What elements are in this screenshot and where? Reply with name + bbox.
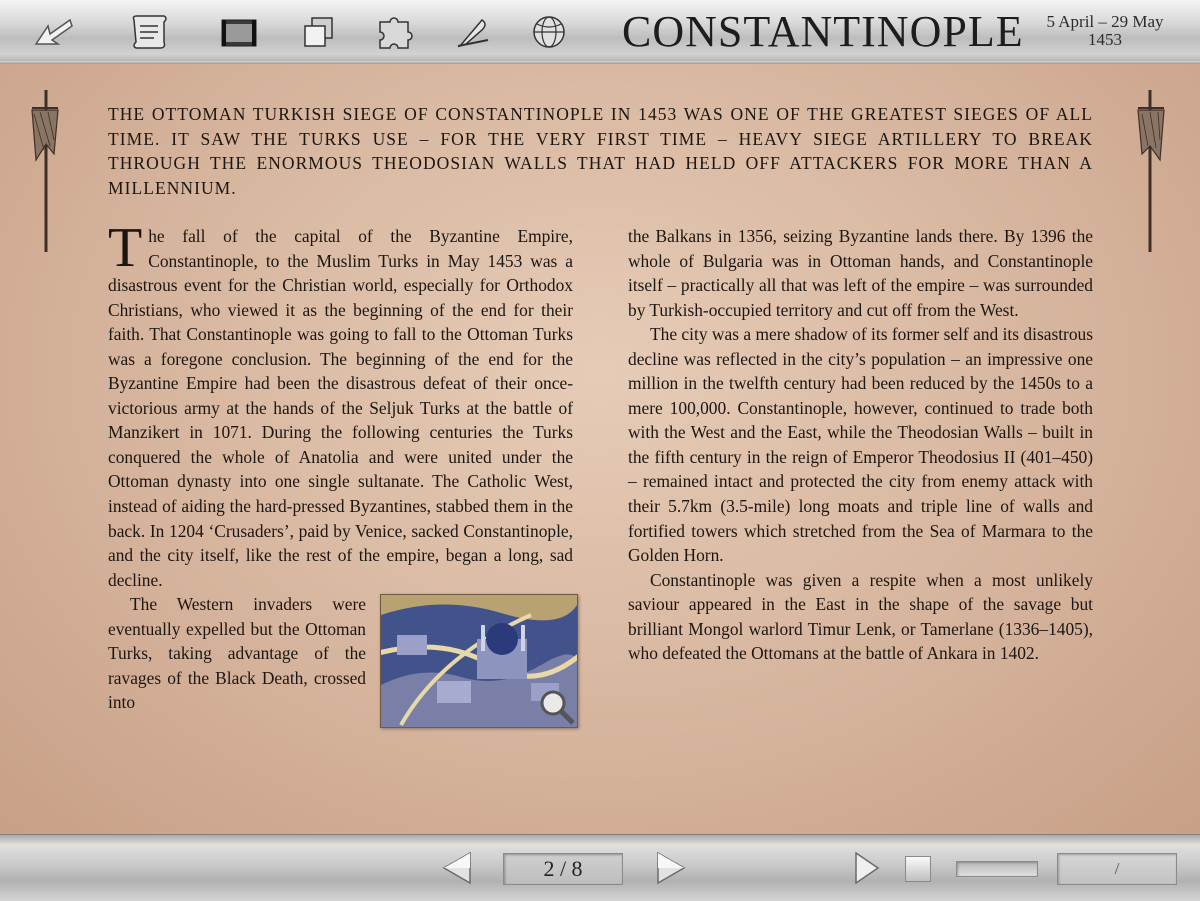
top-toolbar (0, 0, 1200, 65)
date-range-line1: 5 April – 29 May (1046, 12, 1164, 31)
page-title: CONSTANTINOPLE (622, 7, 1024, 56)
bottom-navigation-bar (0, 834, 1200, 901)
back-arrow-icon[interactable] (30, 10, 76, 54)
play-icon[interactable] (852, 851, 882, 885)
scroll-icon[interactable] (126, 10, 172, 54)
city-image-thumbnail[interactable] (380, 594, 578, 728)
page-indicator: 2 / 8 (503, 853, 623, 885)
date-range-line2: 1453 (1088, 30, 1122, 49)
date-range (1030, 13, 1180, 49)
right-paragraph-2: The city was a mere shadow of its former self and its disastrous decline was reflected in the city’s population – an impressive one million in the twelfth century had been reduced by the 1450s to a mere 100,000. Constantinople, however, continued to trade both with the West and the East, while the Theodosian Walls – built in the fifth century in the reign of Emperor Theodosius II (401–450) – remained intact and protected the city from enemy attack with their 5.7km (3.5-mile) long moats and triple line of walls and fortified towers which stretched from the Sea of Marmara to the Golden Horn. (628, 324, 1093, 566)
left-paragraph-2: The Western invaders were eventually expelled but the Ottoman Turks, taking advantage of the ravages of the Black Death, crossed into (108, 594, 366, 713)
drop-cap: T (108, 217, 143, 279)
copy-windows-icon[interactable] (296, 10, 342, 54)
puzzle-icon[interactable] (372, 10, 418, 54)
film-icon[interactable] (216, 10, 262, 54)
quill-icon[interactable] (450, 10, 496, 54)
left-column (108, 217, 573, 728)
right-paragraph-3: Constantinople was given a respite when a most unlikely saviour appeared in the East in the shape of the savage but brilliant Mongol warlord Timur Lenk, or Tamerlane (1336–1405), who defeated the Ottomans at the battle of Ankara in 1402. (628, 569, 1093, 664)
city-map-illustration (381, 595, 577, 727)
next-page-arrow-icon[interactable] (652, 845, 696, 891)
left-banner-decoration (24, 84, 64, 254)
previous-page-arrow-icon[interactable] (432, 845, 476, 891)
audio-progress-slider[interactable] (956, 861, 1038, 877)
article-page (0, 64, 1200, 834)
right-column (628, 224, 1093, 666)
left-paragraph-1: he fall of the capital of the Byzantine Empire, Constantinople, to the Muslim Turks in May 1453 was a disastrous event for the Christian world, especially for Orthodox Christians, who viewed it as the beginning of the end for their faith. That Constantinople was going to fall to the Ottoman Turks was a foregone conclusion. The beginning of the end for the Byzantine Empire had been the disastrous defeat of their once-victorious army at the hands of the Seljuk Turks at the battle of Manzikert in 1071. During the following centuries the Turks conquered the whole of Anatolia and were united under the Ottoman dynasty into one single sultanate. The Catholic West, instead of aiding the hard-pressed Byzantines, stabbed them in the back. In 1204 ‘Crusaders’, paid by Venice, sacked Constantinople, and the city itself, like the rest of the empire, began a long, sad decline. (108, 226, 573, 590)
time-display: / (1057, 853, 1177, 885)
right-paragraph-1: the Balkans in 1356, seizing Byzantine lands there. By 1396 the whole of Bulgaria was in Ottoman hands, and Constantinople itself – practically all that was left of the empire – was surrounded by Turkish-occupied territory and cut off from the West. (628, 226, 1093, 320)
stop-icon[interactable] (905, 856, 931, 882)
intro-summary: THE OTTOMAN TURKISH SIEGE OF CONSTANTINOPLE IN 1453 WAS ONE OF THE GREATEST SIEGES OF ALL TIME. IT SAW THE TURKS USE – FOR THE VERY FIRST TIME – HEAVY SIEGE ARTILLERY TO BREAK THROUGH THE ENORMOUS THEODOSIAN WALLS THAT HAD HELD OFF ATTACKERS FOR MORE THAN A MILLENNIUM. (108, 104, 1093, 198)
globe-icon[interactable] (526, 10, 572, 54)
right-banner-decoration (1132, 84, 1172, 254)
